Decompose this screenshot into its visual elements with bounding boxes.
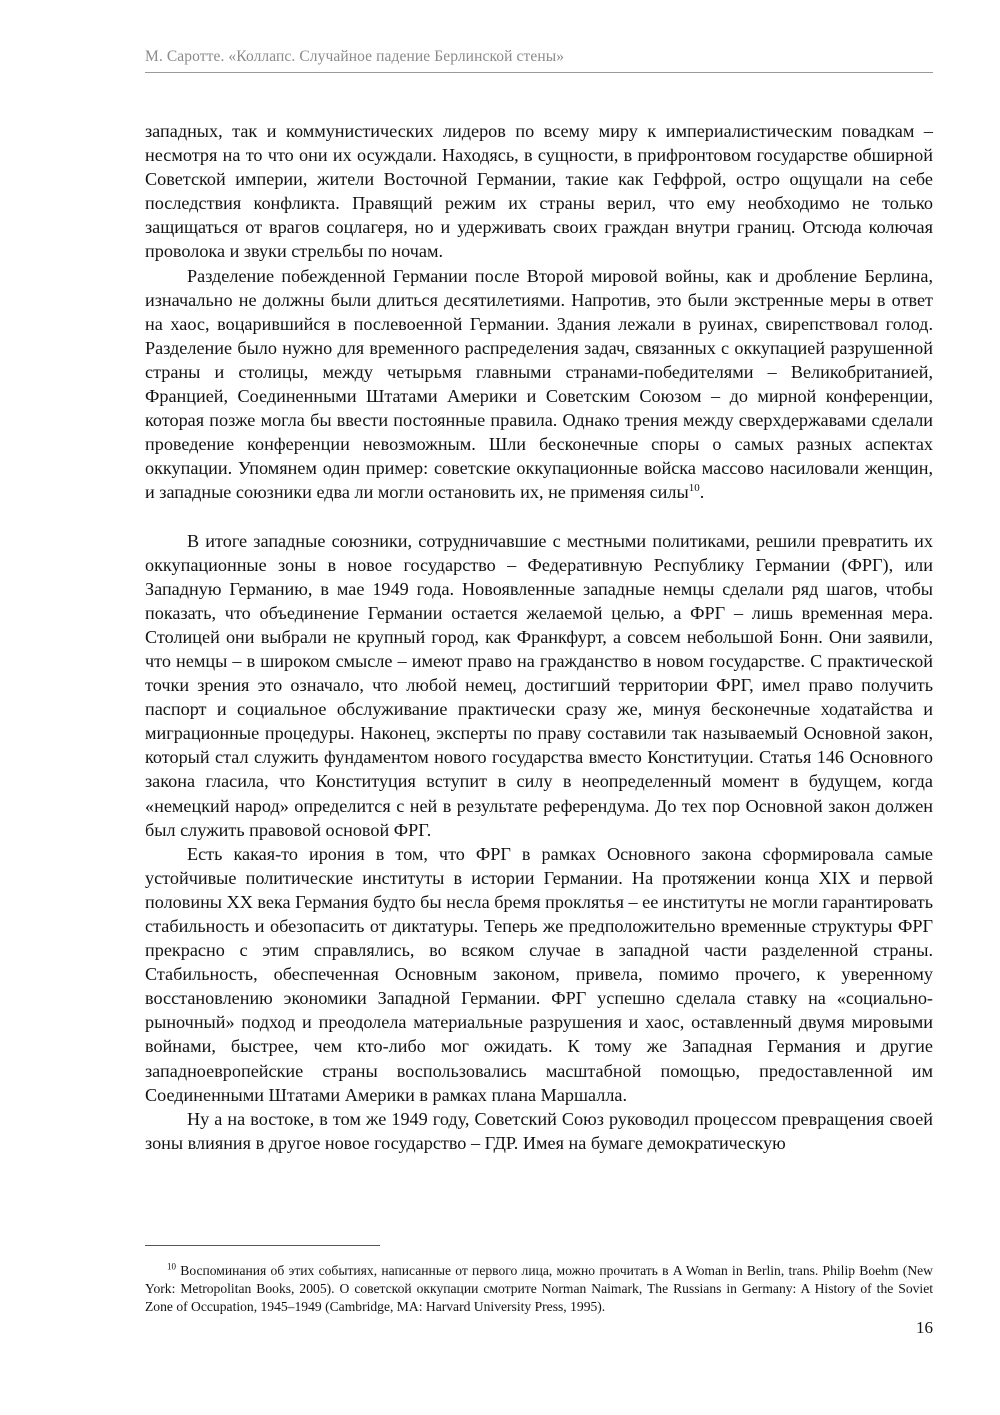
footnote-text: Воспоминания об этих событиях, написанные от первого лица, можно прочитать в A Woman in Berlin, trans. Philip Boehm (New York: Metropolitan Books, 2005). О советской оккупации смотрите Norman Naimark, The Russians in Germany: A History of the Soviet Zone of Occupation, 1945–1949 (Cambridge, MA: Harvard University Press, 1995).: [145, 1263, 933, 1314]
footnote: [145, 1262, 933, 1316]
paragraph-4: Есть какая-то ирония в том, что ФРГ в рамках Основного закона сформировала самые устойчивые политические институты в истории Германии. На протяжении конца XIX и первой половины XX века Германия будто бы несла бремя проклятья – ее институты не могли гарантировать стабильность и обезопасить от диктатуры. Теперь же предположительно временные структуры ФРГ прекрасно с этим справлялись, во всяком случае в западной части разделенной страны. Стабильность, обеспеченная Основным законом, привела, помимо прочего, к уверенному восстановлению экономики Западной Германии. ФРГ успешно сделала ставку на «социально-рыночный» подход и преодолела материальные разрушения и хаос, оставленный двумя мировыми войнами, быстрее, чем кто-либо мог ожидать. К тому же Западная Германия и другие западноевропейские страны воспользовались масштабной помощью, предоставленной им Соединенными Штатами Америки в рамках плана Маршалла.: [145, 843, 933, 1105]
paragraph-1: западных, так и коммунистических лидеров по всему миру к империалистическим повадкам – несмотря на то что они их осуждали. Находясь, в сущности, в прифронтовом государстве обширной Советской империи, жители Восточной Германии, такие как Геффрой, остро ощущали на себе последствия конфликта. Правящий режим их страны верил, что ему необходимо не только защищаться от врагов соцлагеря, но и удерживать своих граждан внутри границ. Отсюда колючая проволока и звуки стрельбы по ночам.: [145, 121, 933, 262]
footnote-divider: [145, 1245, 380, 1246]
paragraph-2: [145, 264, 933, 505]
main-text: [145, 119, 933, 1155]
header-divider: [145, 72, 933, 73]
page-number: 16: [916, 1318, 933, 1337]
running-header: М. Сароттe. «Коллапс. Случайное падение Берлинской стены»: [145, 48, 565, 65]
paragraph-5: Ну а на востоке, в том же 1949 году, Советский Союз руководил процессом превращения своей зоны влияния в другое новое государство – ГДР. Имея на бумаге демократическую: [145, 1108, 933, 1153]
footnote-reference[interactable]: 10: [688, 482, 700, 495]
footnote-number: 10: [167, 1261, 176, 1272]
paragraph-2-text: Разделение побежденной Германии после Второй мировой войны, как и дробление Берлина, изначально не должны были длиться десятилетиями. Напротив, это были экстренные меры в ответ на хаос, воцарившийся в послевоенной Германии. Здания лежали в руинах, свирепствовал голод. Разделение было нужно для временного распределения задач, связанных с оккупацией разрушенной страны и столицы, между четырьмя главными странами-победителями – Великобританией, Францией, Соединенными Штатами Америки и Советским Союзом – до мирной конференции, которая позже могла бы ввести постоянные правила. Однако трения между сверхдержавами сделали проведение конференции невозможным. Шли бесконечные споры о самых разных аспектах оккупации. Упомянем один пример: советские оккупационные войска массово насиловали женщин, и западные союзники едва ли могли остановить их, не применяя силы: [145, 265, 933, 503]
paragraph-3: В итоге западные союзники, сотрудничавшие с местными политиками, решили превратить их оккупационные зоны в новое государство – Федеративную Республику Германии (ФРГ), или Западную Германию, в мае 1949 года. Новоявленные западные немцы сделали ряд шагов, чтобы показать, что объединение Германии остается желаемой целью, а ФРГ – лишь временная мера. Столицей они выбрали не крупный город, как Франкфурт, а совсем небольшой Бонн. Они заявили, что немцы – в широком смысле – имеют право на гражданство в новом государстве. С практической точки зрения это означало, что любой немец, достигший территории ФРГ, имел право получить паспорт и социальное обслуживание практически сразу же, минуя бесконечные ходатайства и миграционные процедуры. Наконец, эксперты по праву составили так называемый Основной закон, который стал служить фундаментом нового государства вместо Конституции. Статья 146 Основного закона гласила, что Конституция вступит в силу в неопределенный момент в будущем, когда «немецкий народ» определится с ней в результате референдума. До тех пор Основной закон должен был служить правовой основой ФРГ.: [145, 530, 933, 840]
paragraph-2-end: .: [699, 482, 705, 503]
